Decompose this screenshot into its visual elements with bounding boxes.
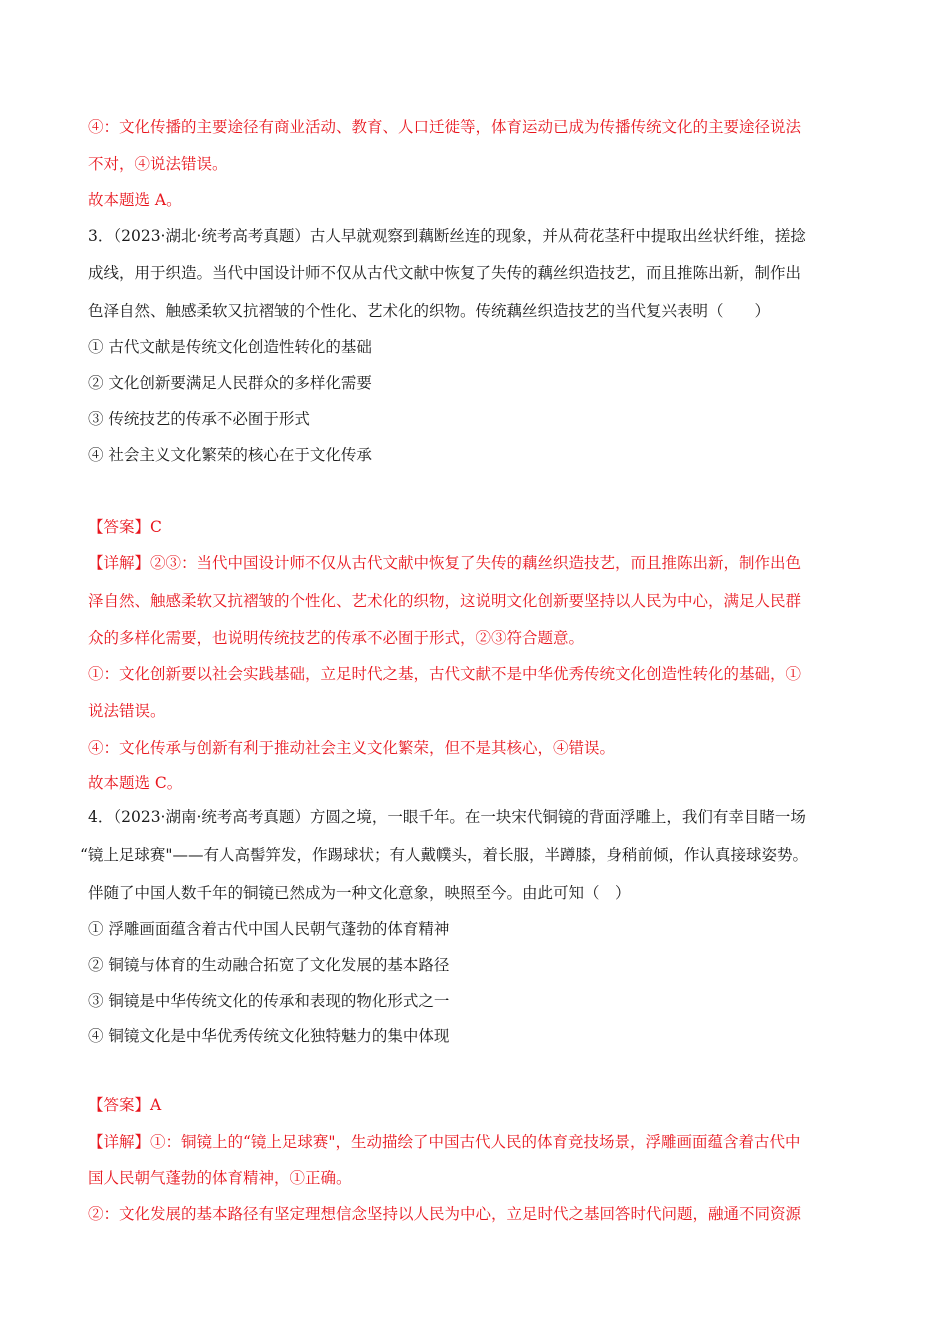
q4-statement-1: ① 浮雕画面蕴含着古代中国人民朝气蓬勃的体育精神: [88, 920, 450, 938]
q3-statement-3: ③ 传统技艺的传承不必囿于形式: [88, 410, 310, 428]
q4-statement-3: ③ 铜镜是中华传统文化的传承和表现的物化形式之一: [88, 992, 450, 1010]
q4-stem-line: 4．（2023·湖南·统考高考真题）方圆之境，一眼千年。在一块宋代铜镜的背面浮雕上，我们有幸目睹一场: [88, 808, 806, 826]
q4-statement-4: ④ 铜镜文化是中华优秀传统文化独特魅力的集中体现: [88, 1027, 450, 1045]
q4-explanation-line: ②：文化发展的基本路径有坚定理想信念坚持以人民为中心，立足时代之基回答时代问题，融通不同资源: [88, 1205, 802, 1223]
prev-explanation-line: 不对，④说法错误。: [88, 155, 228, 173]
q3-stem-line: 3．（2023·湖北·统考高考真题）古人早就观察到藕断丝连的现象，并从荷花茎秆中提取出丝状纤维，搓捻: [88, 227, 806, 245]
q4-stem-line: 伴随了中国人数千年的铜镜已然成为一种文化意象，映照至今。由此可知（ ）: [88, 884, 631, 902]
q3-explanation-line: 说法错误。: [88, 702, 166, 720]
prev-explanation-line: ④：文化传播的主要途径有商业活动、教育、人口迁徙等，体育运动已成为传播传统文化的主要途径说法: [88, 118, 802, 136]
q3-explanation-line: ④：文化传承与创新有利于推动社会主义文化繁荣，但不是其核心，④错误。: [88, 739, 616, 757]
q4-statement-2: ② 铜镜与体育的生动融合拓宽了文化发展的基本路径: [88, 956, 450, 974]
q3-stem-line: 成线，用于织造。当代中国设计师不仅从古代文献中恢复了失传的藕丝织造技艺，而且推陈出新，制作出: [88, 264, 802, 282]
q3-statement-4: ④ 社会主义文化繁荣的核心在于文化传承: [88, 446, 372, 464]
prev-conclusion: 故本题选 A。: [88, 191, 182, 209]
q4-stem-line: “镜上足球赛"——有人高髻笄发，作踢球状；有人戴幞头，着长服，半蹲膝，身稍前倾，作认真接球姿势。: [80, 846, 809, 864]
q3-explanation-line: 泽自然、触感柔软又抗褶皱的个性化、艺术化的织物，这说明文化创新要坚持以人民为中心，满足人民群: [88, 592, 802, 610]
q4-answer: 【答案】A: [88, 1096, 162, 1114]
q3-explanation-line: 【详解】②③：当代中国设计师不仅从古代文献中恢复了失传的藕丝织造技艺，而且推陈出新，制作出色: [88, 554, 802, 572]
q3-statement-2: ② 文化创新要满足人民群众的多样化需要: [88, 374, 372, 392]
q4-explanation-line: 【详解】①：铜镜上的“镜上足球赛"，生动描绘了中国古代人民的体育竞技场景，浮雕画面蕴含着古代中: [88, 1133, 801, 1151]
q3-stem-line: 色泽自然、触感柔软又抗褶皱的个性化、艺术化的织物。传统藕丝织造技艺的当代复兴表明（ ）: [88, 302, 771, 320]
q3-explanation-line: ①：文化创新要以社会实践基础，立足时代之基，古代文献不是中华优秀传统文化创造性转化的基础，①: [88, 665, 802, 683]
q3-explanation-line: 众的多样化需要，也说明传统技艺的传承不必囿于形式，②③符合题意。: [88, 629, 585, 647]
q4-explanation-line: 国人民朝气蓬勃的体育精神，①正确。: [88, 1169, 352, 1187]
q3-statement-1: ① 古代文献是传统文化创造性转化的基础: [88, 338, 372, 356]
q3-answer: 【答案】C: [88, 518, 162, 536]
q3-conclusion: 故本题选 C。: [88, 774, 183, 792]
